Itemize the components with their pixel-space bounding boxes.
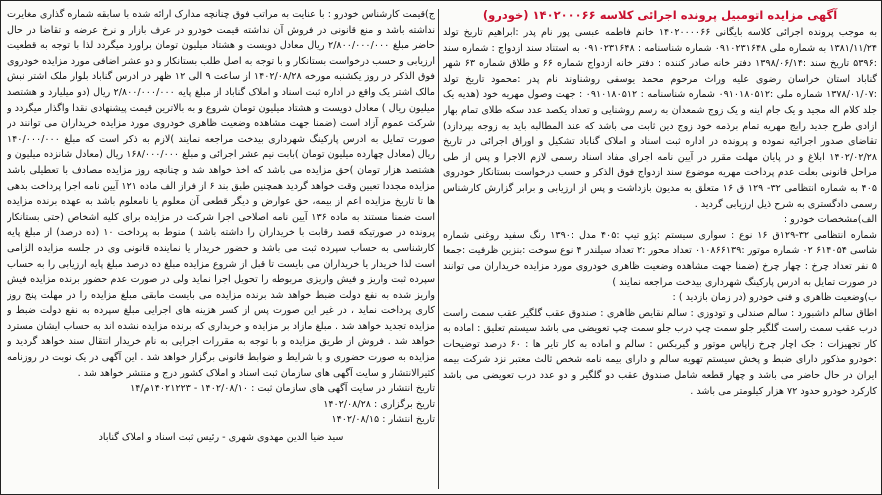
- auction-date: تاریخ برگزاری : ۱۴۰۲/۰۸/۲۸: [323, 398, 435, 410]
- vehicle-condition-heading: ب)وضعیت ظاهری و فنی خودرو (در زمان بازدید ) :: [672, 292, 877, 304]
- notice-right-column: [443, 7, 877, 491]
- expert-price-paragraph: ج)قیمت کارشناس خودرو : با عنایت به مراتب فوق چنانچه مدارک ارائه شده با سابقه شماره گذاری مغایرت نداشته باشد و منع قانونی در فروش آن نداشته قیمت خودرو در عرف بازار و نرخ عرضه و تقاضا در حال حاضر مبلغ ۲/۸۰۰/۰۰۰/۰۰۰ ریال معادل دویست و هشتاد میلیون تومان براورد میگردد لذا با توجه به قطعیت ارزیابی و حسب درخواست بستانکار و با توجه به اصل طلب بستانکار و دو عشر اضافی مورد مزایده خودروی فوق الذکر در روز یکشنبه مورخه ۱۴۰۲/۰۸/۲۸ از ساعت ۹ الی ۱۲ ظهر در ادرس گناباد بلوار ملک اشتر نبش مالک اشتر یک واقع در اداره ثبت اسناد و املاک گناباد از مبلغ پایه ۲/۸۰۰/۰۰۰/۰۰۰ ریال (دو میلیارد و هشتصد میلیون ریال ) معادل دویست و هشتاد میلیون تومان شروع و به بالاترین قیمت پیشنهادی نقدا واگذار میگردد و شرکت عموم آزاد است (ضمنا جهت مشاهده وضعیت ظاهری خودروی مورد مزایده خریداران می توانند در صورت تمایل به ادرس پارکینگ شهرداری بیدخت مراجعه نمایند )لازم به ذکر است که مبلغ ۱۴۰/۰۰۰/۰۰۰ ریال (معادل چهارده میلیون تومان )بابت نیم عشر اجرائی و مبلغ ۱۶۸/۰۰۰/۰۰۰ ریال (معادل شانزده میلیون و هشتصد هزار تومان )حق مزایده می باشد که اخذ خواهد شد و چنانچه روز مزایده مصادف با تعطیلی باشد مزایده مجددا تعیین وقت خواهد گردید همچنین طبق بند ۶ از فراز الف ماده ۱۲۱ آیین نامه اجرا پرداخت بدهی ها تا تاریخ مزایده اعم از بیمه، حق عوارض و دیگر قطعی آن معلوم یا نامعلوم باشد به عهده برنده مزایده است ضمنا مستند به ماده ۱۳۶ آیین نامه اصلاحی اجرا شرکت در مزایده برای کلیه اشخاص (حتی بستانکار پرونده در صورتیکه قصد رقابت با خریداران را داشته باشد ) منوط به پرداخت ۱۰ (ده درصد) از مبلغ پایه کارشناسی به حساب سپرده ثبت می باشد و حضور خریدار یا نماینده قانونی وی در جلسه مزایده الزامی است لذا خریدار یا خریداران می بایست تا قبل از شروع مزایده مبلغ ده درصد مبلغ پایه ارزیابی را به حساب سپرده ثبت واریز و فیش واریزی مربوطه را تحویل اجرا نماید ولی در صورت عدم حضور برنده مزایده فیش واریز شده به نفع دولت ضبط خواهد شد برنده مزایده می بایست مابقی مبلغ مزایده را در مهلت پنج روز کاری پرداخت نماید ، در غیر این صورت پس از کسر هزینه های اجرایی مبلغ سپرده به نفع دولت ضبط و مزایده تجدید خواهد شد . مبلغ مازاد بر مزایده و خریداری که برنده مزایده نشده اند به حساب ایشان مسترد خواهد شد . فروش از طریق مزایده و با توجه به مقررات اجرایی به نام خریدار انتقال سند خواهد گردید و مزایده به صورت حضوری و با شرایط و ضوابط قانونی برگزار خواهد شد . این آگهی در یک نوبت در روزنامه کثیرالانتشار و سایت آگهی های سازمان ثبت اسناد و املاک کشور درج و منتشر خواهد شد .: [7, 9, 435, 379]
- vehicle-spec-heading: الف)مشخصات خودرو :: [783, 214, 877, 226]
- vehicle-condition-paragraph: اطاق سالم داشبورد : سالم صندلی و تودوزی : سالم نقایص ظاهری : صندوق عقب گلگیر عقب سمت راست درب عقب سمت راست گلگیر جلو سمت چپ درب جلو سمت چپ تعویضی می باشد سیستم تعلیق : اماده به کار تجهیزات : جک اچار چرخ زاپاس موتور و گیربکس : سالم و اماده به کار تایر ها : ۶۰ درصد توضیحات :خودرو مذکور دارای ضبط و پخش سیستم تهویه سالم و دارای بیمه نامه شخص ثالث معتبر نزد شرکت بیمه ایران در حال حاضر می باشد و چهار قطعه شامل صندوق عقب دو گلگیر و دو عدد درب تعویضی می باشد کارکرد خودرو حدود ۷۲ هزار کیلومتر می باشد .: [443, 307, 877, 397]
- notice-title: آگهی مزایده اتومبیل پرونده اجرائی کلاسه ۱۴۰۲۰۰۰۶۶ (خودرو): [482, 8, 838, 22]
- signature-line: سید ضیا الدین مهدوی شهری - رئیس ثبت اسناد و املاک گناباد: [98, 432, 344, 444]
- notice-paragraph-intro: به موجب پرونده اجرائی کلاسه بایگانی ۱۴۰۲۰۰۰۰۶۶ خانم فاطمه عبسی پور نام پدر :ابراهیم تاریخ تولد ۱۳۸۱/۱۱/۲۴ به شماره ملی ۰۹۱۰۲۳۱۶۴۸ شماره شناسنامه : ۰۹۱۰۲۳۱۶۴۸ به استناد سند ازدواج : شماره سند :۵۳۹۶ تاریخ سند :۱۳۹۸/۰۶/۱۴ دفتر خانه صادر کننده : دفتر خانه ازدواج شماره ۶۶ و طلاق شماره ۶۳ شهر گناباد استان خراسان رضوی علیه وراث مرحوم محمد یوسفی روشناوند نام پدر :محمود تاریخ تولد :۱۳۷۸/۰۱/۰۷ شماره ملی :۰۹۱۰۱۸۰۵۱۲ شماره شناسنامه : ۰۹۱۰۱۸۰۵۱۲ : جهت وصول مهریه خود (هدیه یک جلد کلام اله مجید و یک جام اینه و یک زوج شمعدان به رسم روشنایی و تعداد یکصد عدد سکه طلای تمام بهار ازادی طرح جدید رایج مهریه تمام برذمه خود زوج دین ثابت می باشد که عند المطالبه باید به زوجه بپردازد) تقاضای صدور اجرائیه نموده و پرونده در اداره ثبت اسناد و املاک گناباد تشکیل و اوراق اجرائی در تاریخ ۱۴۰۲/۰۲/۲۸ ابلاغ و در پایان مهلت مقرر در آیین نامه اجرای مفاد اسناد رسمی لازم الاجرا و پس از طی مراحل قانونی بعلت عدم پرداخت مهریه موضوع سند ازدواج فوق الذکر و حسب درخواست بستانکار خودروی ۴۰۵ به شماره انتظامی ۳۲- ۱۲۹ ق ۱۶ متعلق به مدیون بازداشت و پس از ارزیابی و برابر گزارش کارشناس رسمی دادگستری به شرح ذیل ارزیابی گردید .: [443, 27, 877, 210]
- site-publish-date: تاریخ انتشار در سایت آگهی های سازمان ثبت : ۱۴۰۲/۰۸/۱۰ - ۱۴۰۲۱۲۲۳م/۱۴: [130, 383, 435, 395]
- notice-left-column: [7, 7, 435, 491]
- column-divider: [438, 9, 439, 489]
- publish-date: تاریخ انتشار : ۱۴۰۲/۰۸/۱۵: [331, 414, 435, 426]
- vehicle-spec-paragraph: شماره انتظامی ۳۲-۱۲۹ق ۱۶ نوع : سواری سیستم :پژو تیپ :۴۰۵ مدل :۱۳۹۰ رنگ سفید روغنی شماره شاسی ۶۱۴۰۵۴ ۰۲ شماره موتور :۰۱۰۸۶۶۱۳۹ تعداد محور :۲ تعداد سیلندر ۴ نوع سوخت :بنزین ظرفیت :جمعا ۵ نفر تعداد چرخ : چهار چرخ (ضمنا جهت مشاهده وضعیت ظاهری خودروی مورد مزایده خریداران می توانند در صورت تمایل به ادرس پارکینگ شهرداری بیدخت مراجعه نمایند ): [443, 229, 877, 288]
